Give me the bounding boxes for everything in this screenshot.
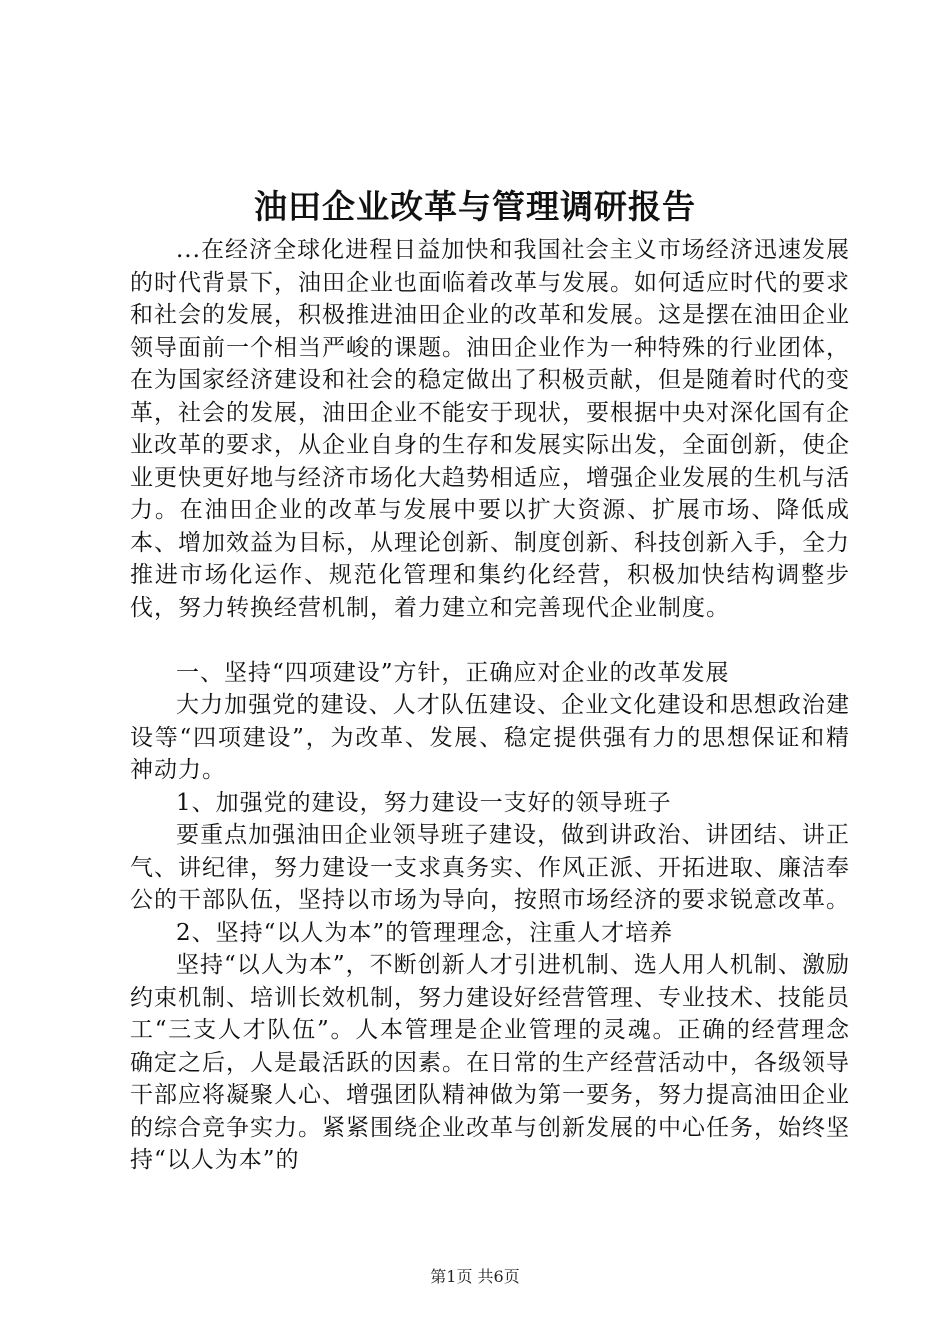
subsection-heading-1: 1、加强党的建设，努力建设一支好的领导班子 bbox=[176, 789, 672, 816]
page-footer: 第1页 共6页 bbox=[430, 1267, 520, 1286]
section-heading-1: 一、坚持“四项建设”方针，正确应对企业的改革发展 bbox=[176, 659, 730, 686]
document-body bbox=[130, 234, 850, 1177]
subsection-2-paragraph: 坚持“以人为本”，不断创新人才引进机制、选人用人机制、激励约束机制、培训长效机制，努力建设好经营管理、专业技术、技能员工“三支人才队伍”。人本管理是企业管理的灵魂。正确的经营理念确定之后，人是最活跃的因素。在日常的生产经营活动中，各级领导干部应将凝聚人心、增强团队精神做为第一要务，努力提高油田企业的综合竞争实力。紧紧围绕企业改革与创新发展的中心任务，始终坚持“以人为本”的 bbox=[130, 952, 850, 1173]
section-1-paragraph: 大力加强党的建设、人才队伍建设、企业文化建设和思想政治建设等“四项建设”，为改革、发展、稳定提供强有力的思想保证和精神动力。 bbox=[130, 692, 850, 783]
intro-paragraph: ...在经济全球化进程日益加快和我国社会主义市场经济迅速发展的时代背景下，油田企业也面临着改革与发展。如何适应时代的要求和社会的发展，积极推进油田企业的改革和发展。这是摆在油田企业领导面前一个相当严峻的课题。油田企业作为一种特殊的行业团体，在为国家经济建设和社会的稳定做出了积极贡献，但是随着时代的变革，社会的发展，油田企业不能安于现状，要根据中央对深化国有企业改革的要求，从企业自身的生存和发展实际出发，全面创新，使企业更快更好地与经济市场化大趋势相适应，增强企业发展的生机与活力。在油田企业的改革与发展中要以扩大资源、扩展市场、降低成本、增加效益为目标，从理论创新、制度创新、科技创新入手，全力推进市场化运作、规范化管理和集约化经营，积极加快结构调整步伐，努力转换经营机制，着力建立和完善现代企业制度。 bbox=[130, 237, 850, 621]
subsection-heading-2: 2、坚持“以人为本”的管理理念，注重人才培养 bbox=[176, 919, 674, 946]
paragraph-spacer bbox=[130, 624, 850, 657]
subsection-1-paragraph: 要重点加强油田企业领导班子建设，做到讲政治、讲团结、讲正气、讲纪律，努力建设一支求真务实、作风正派、开拓进取、廉洁奉公的干部队伍，坚持以市场为导向，按照市场经济的要求锐意改革。 bbox=[130, 822, 850, 913]
document-title: 油田企业改革与管理调研报告 bbox=[254, 187, 696, 226]
